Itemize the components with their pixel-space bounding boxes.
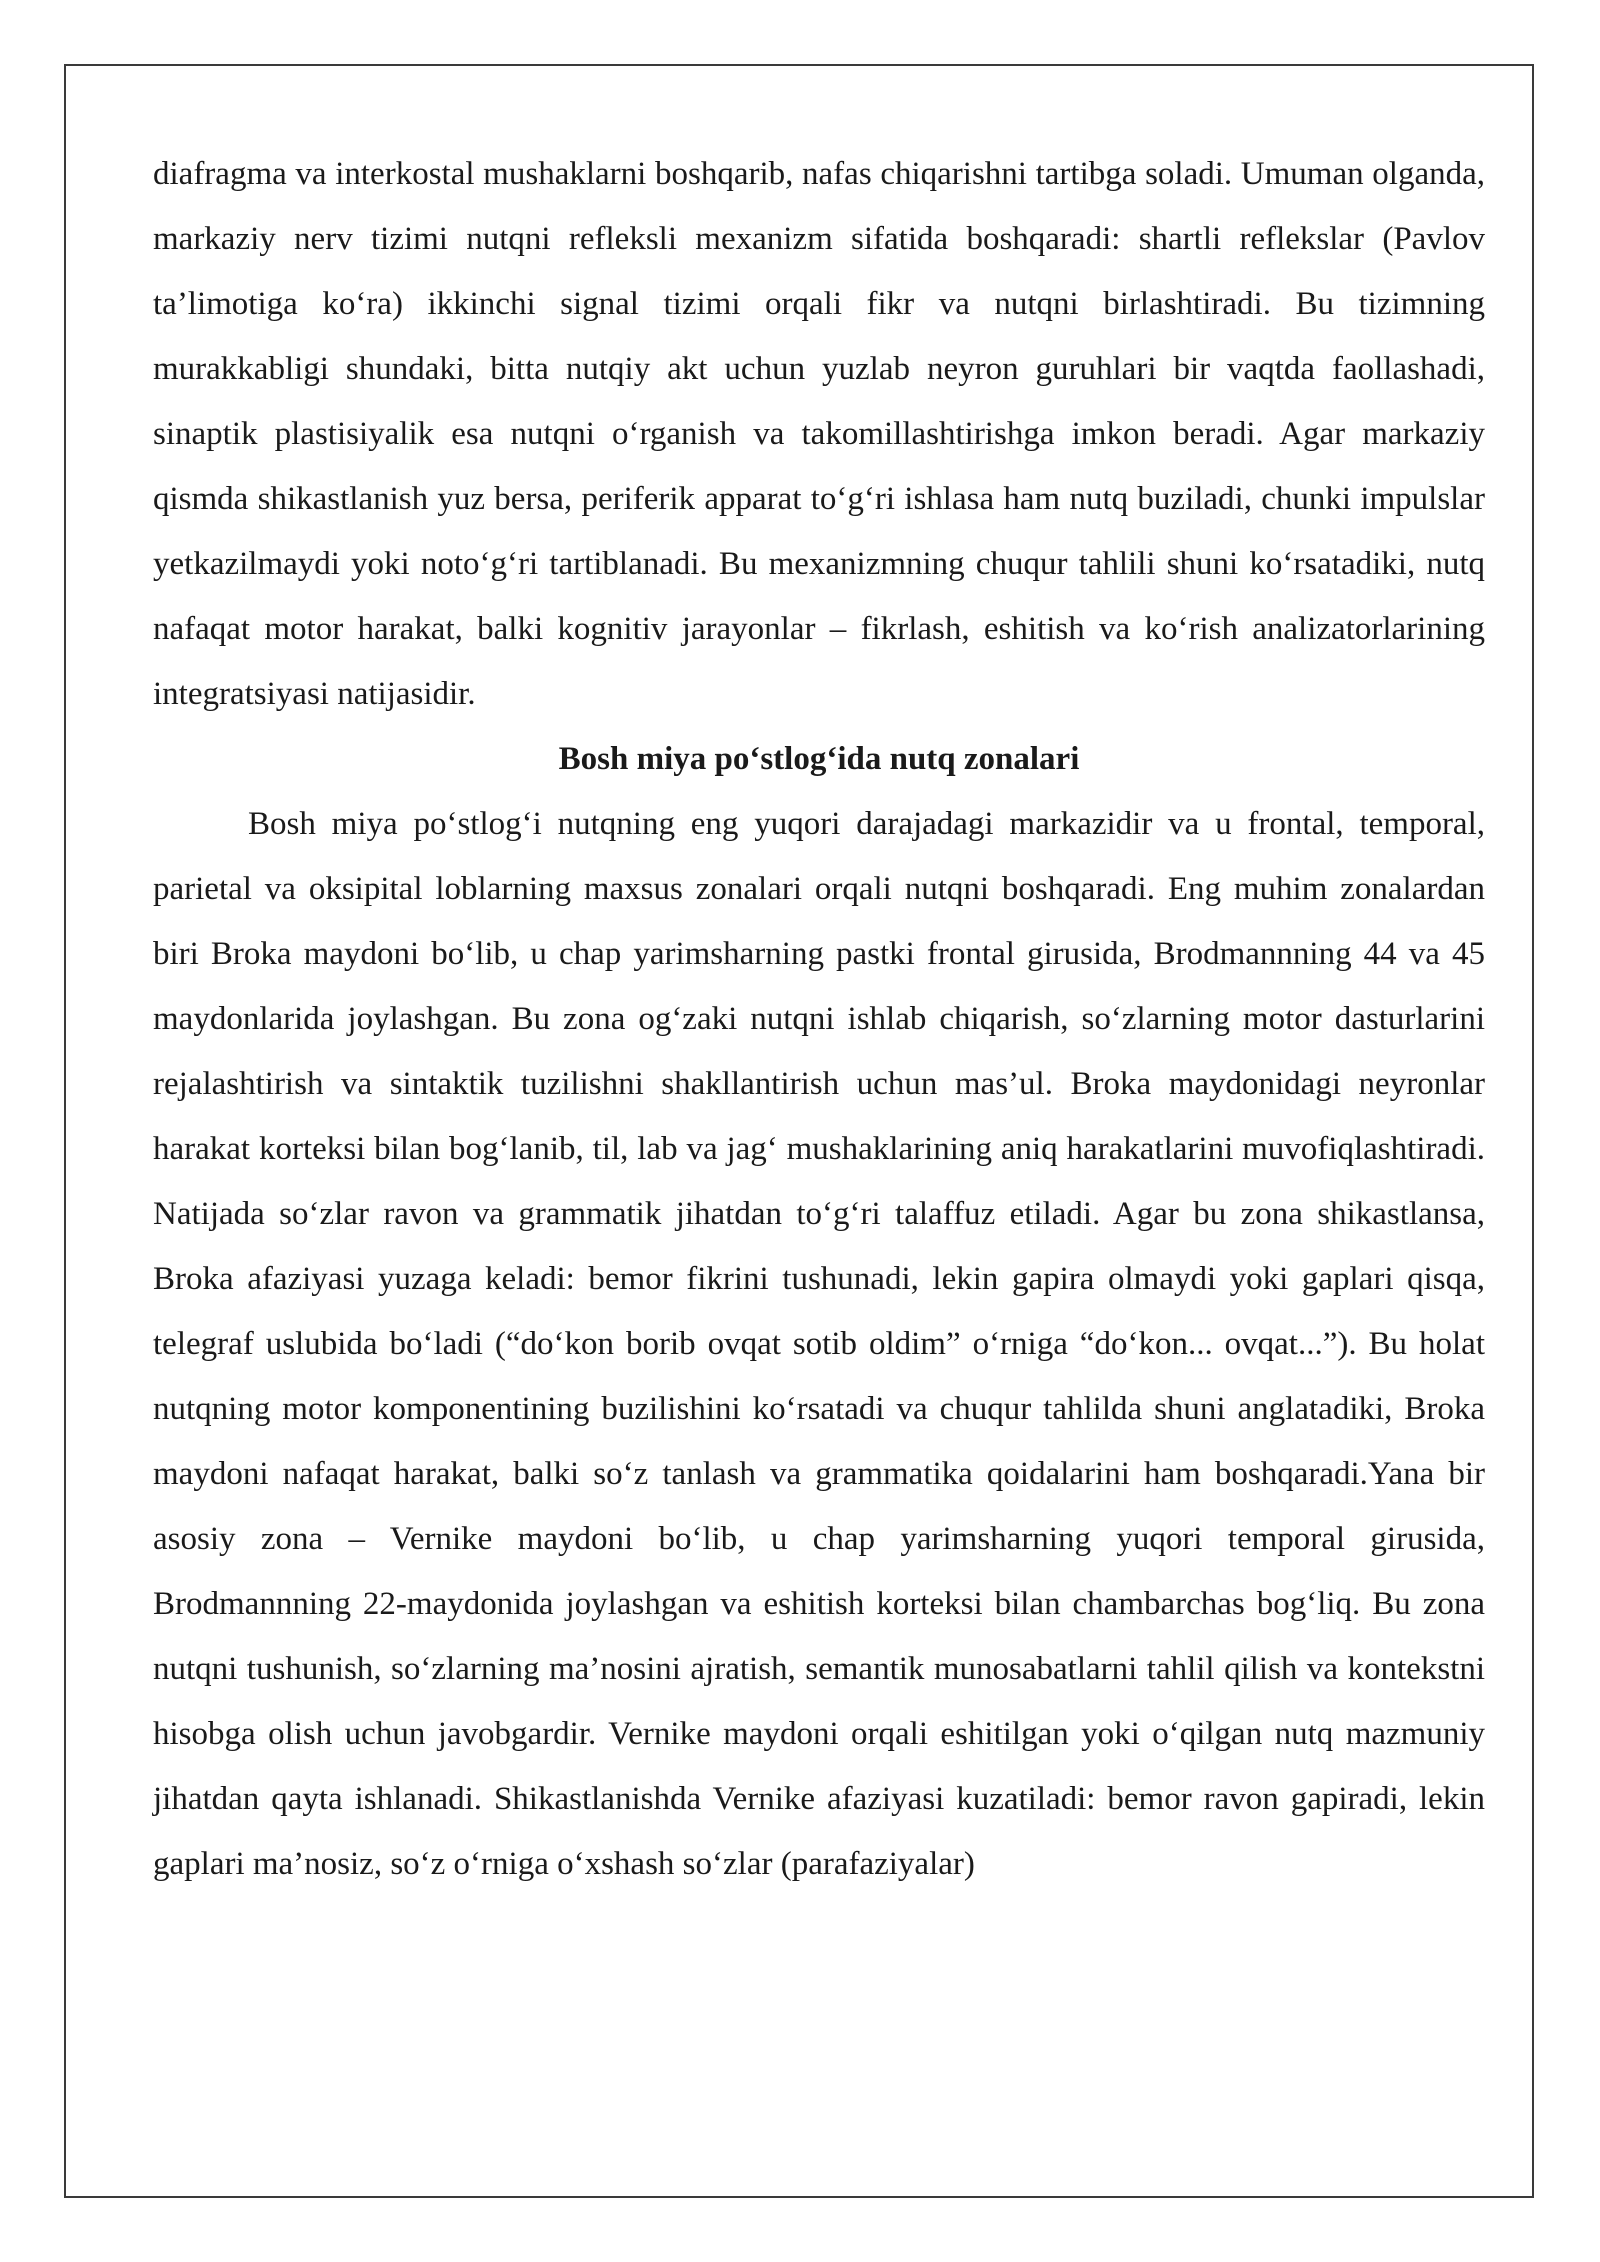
body-paragraph: diafragma va interkostal mushaklarni boshqarib, nafas chiqarishni tartibga soladi. Umuman olganda, markaziy nerv tizimi nutqni refleksli mexanizm sifatida boshqaradi: shartli reflekslar (Pavlov ta’limotiga ko‘ra) ikkinchi signal tizimi orqali fikr va nutqni birlashtiradi. Bu tizimning murakkabligi shundaki, bitta nutqiy akt uchun yuzlab neyron guruhlari bir vaqtda faollashadi, sinaptik plastisiyalik esa nutqni o‘rganish va takomillashtirishga imkon beradi. Agar markaziy qismda shikastlanish yuz bersa, periferik apparat to‘g‘ri ishlasa ham nutq buziladi, chunki impulslar yetkazilmaydi yoki noto‘g‘ri tartiblanadi. Bu mexanizmning chuqur tahlili shuni ko‘rsatadiki, nutq nafaqat motor harakat, balki kognitiv jarayonlar – fikrlash, eshitish va ko‘rish analizatorlarining integratsiyasi natijasidir.: [153, 156, 1485, 712]
body-paragraph: Bosh miya po‘stlog‘i nutqning eng yuqori darajadagi markazidir va u frontal, temporal, parietal va oksipital loblarning maxsus zonalari orqali nutqni boshqaradi. Eng muhim zonalardan biri Broka maydoni bo‘lib, u chap yarimsharning pastki frontal girusida, Brodmannning 44 va 45 maydonlarida joylashgan. Bu zona og‘zaki nutqni ishlab chiqarish, so‘zlarning motor dasturlarini rejalashtirish va sintaktik tuzilishni shakllantirish uchun mas’ul. Broka maydonidagi neyronlar harakat korteksi bilan bog‘lanib, til, lab va jag‘ mushaklarining aniq harakatlarini muvofiqlashtiradi. Natijada so‘zlar ravon va grammatik jihatdan to‘g‘ri talaffuz etiladi. Agar bu zona shikastlansa, Broka afaziyasi yuzaga keladi: bemor fikrini tushunadi, lekin gapira olmaydi yoki gaplari qisqa, telegraf uslubida bo‘ladi (“do‘kon borib ovqat sotib oldim” o‘rniga “do‘kon... ovqat...”). Bu holat nutqning motor komponentining buzilishini ko‘rsatadi va chuqur tahlilda shuni anglatadiki, Broka maydoni nafaqat harakat, balki so‘z tanlash va grammatika qoidalarini ham boshqaradi.Yana bir asosiy zona – Vernike maydoni bo‘lib, u chap yarimsharning yuqori temporal girusida, Brodmannning 22-maydonida joylashgan va eshitish korteksi bilan chambarchas bog‘liq. Bu zona nutqni tushunish, so‘zlarning ma’nosini ajratish, semantik munosabatlarni tahlil qilish va kontekstni hisobga olish uchun javobgardir. Vernike maydoni orqali eshitilgan yoki o‘qilgan nutq mazmuniy jihatdan qayta ishlanadi. Shikastlanishda Vernike afaziyasi kuzatiladi: bemor ravon gapiradi, lekin gaplari ma’nosiz, so‘z o‘rniga o‘xshash so‘zlar (parafaziyalar): [153, 806, 1485, 1882]
document-body: [153, 142, 1485, 1897]
section-heading: Bosh miya po‘stlog‘ida nutq zonalari: [558, 741, 1080, 777]
